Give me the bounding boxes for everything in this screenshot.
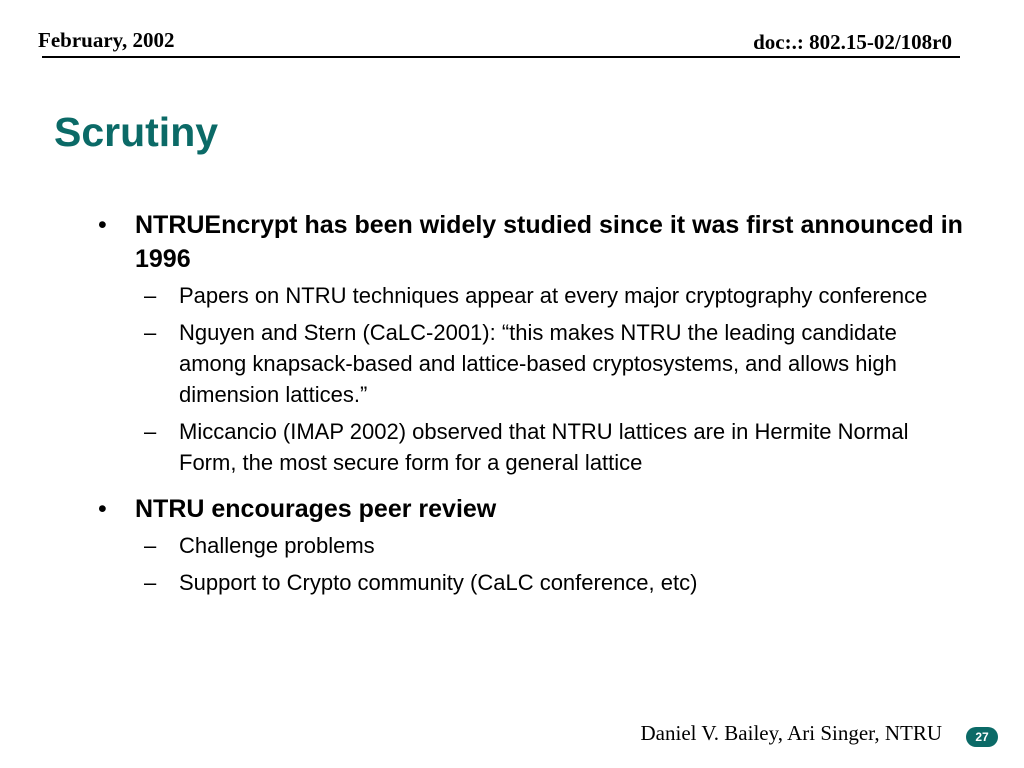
sub-item-text: Nguyen and Stern (CaLC-2001): “this makes NTRU the leading candidate among knapsack-based and lattice-based cryptosystems, and allows high dimension lattices.”	[179, 320, 897, 407]
slide-title: Scrutiny	[54, 109, 219, 155]
page-number-badge: 27	[966, 727, 998, 747]
sub-item-text: Miccancio (IMAP 2002) observed that NTRU lattices are in Hermite Normal Form, the most secure form for a general lattice	[179, 419, 909, 475]
dash-icon: –	[144, 533, 157, 558]
sub-item-text: Challenge problems	[179, 533, 375, 558]
bullet-text: NTRUEncrypt has been widely studied since it was first announced in 1996	[135, 211, 963, 273]
bullet-dot-icon: •	[98, 495, 107, 523]
dash-icon: –	[144, 570, 157, 595]
bullet-item	[98, 208, 968, 276]
dash-icon: –	[144, 320, 157, 345]
sub-item-text: Papers on NTRU techniques appear at every major cryptography conference	[179, 283, 928, 308]
header-date: February, 2002	[38, 28, 175, 52]
sub-item-text: Support to Crypto community (CaLC conference, etc)	[179, 570, 698, 595]
slide-content	[98, 208, 968, 604]
sub-item	[98, 567, 968, 598]
bullet-dot-icon: •	[98, 211, 107, 239]
sub-item	[98, 317, 968, 410]
sub-item	[98, 530, 968, 561]
sub-item	[98, 280, 968, 311]
header-rule	[42, 56, 960, 58]
dash-icon: –	[144, 419, 157, 444]
header-doc-id: doc:.: 802.15-02/108r0	[753, 30, 952, 54]
footer-authors: Daniel V. Bailey, Ari Singer, NTRU	[640, 721, 942, 745]
bullet-item	[98, 492, 968, 526]
bullet-text: NTRU encourages peer review	[135, 495, 497, 523]
sub-item	[98, 416, 968, 478]
dash-icon: –	[144, 283, 157, 308]
